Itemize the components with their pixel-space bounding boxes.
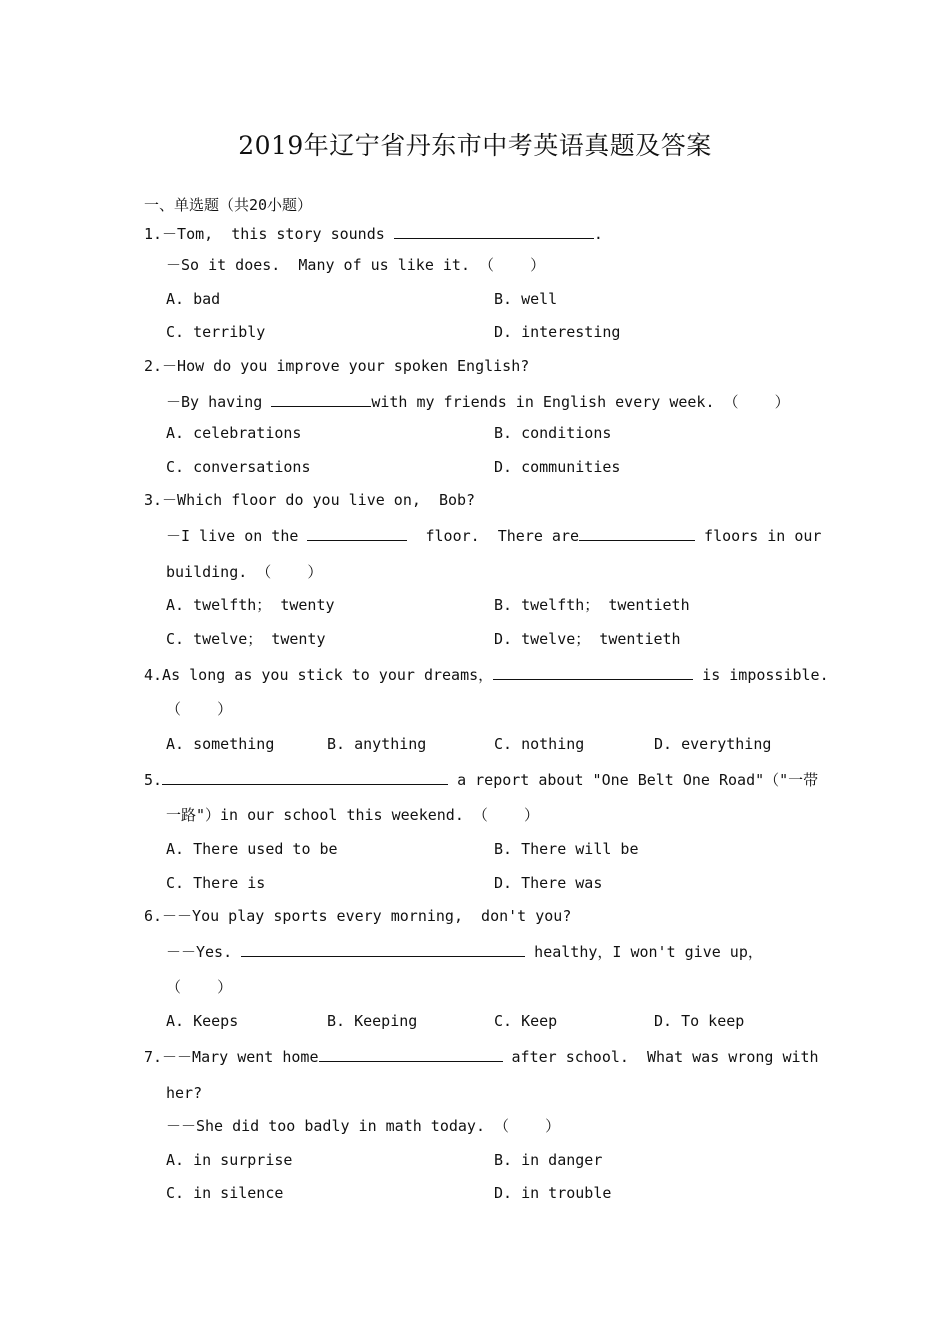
question-1-stem xyxy=(144,222,603,244)
question-7-stem xyxy=(144,1045,819,1067)
q2-reply-text-b: with my friends in English every week. （ ） xyxy=(371,393,790,411)
question-3-continued: building. （ ） xyxy=(166,563,323,581)
q5-option-c: C. There is xyxy=(166,874,266,892)
q6-option-b: B. Keeping xyxy=(327,1012,418,1030)
answer-blank xyxy=(579,524,695,541)
q7-option-d: D. in trouble xyxy=(494,1184,612,1202)
q7-stem-text-a: 7.－－Mary went home xyxy=(144,1048,319,1066)
question-7-reply: －－She did too badly in math today. （ ） xyxy=(166,1117,561,1135)
q2-reply-text-a: －By having xyxy=(166,393,272,411)
q4-option-d: D. everything xyxy=(654,735,772,753)
q1-option-a: A. bad xyxy=(166,290,221,308)
q2-option-b: B. conditions xyxy=(494,424,612,442)
q4-option-b: B. anything xyxy=(327,735,427,753)
question-2-reply xyxy=(166,390,790,412)
q5-option-a: A. There used to be xyxy=(166,840,338,858)
answer-blank xyxy=(319,1045,503,1062)
q3-option-a: A. twelfth； twenty xyxy=(166,596,335,614)
q4-option-a: A. something xyxy=(166,735,275,753)
q3-option-b: B. twelfth； twentieth xyxy=(494,596,690,614)
answer-blank xyxy=(493,663,693,680)
question-6-stem: 6.－－You play sports every morning, don't you? xyxy=(144,907,572,925)
q1-option-b: B. well xyxy=(494,290,558,308)
q3-option-c: C. twelve； twenty xyxy=(166,630,326,648)
q4-stem-text-b: is impossible. xyxy=(693,666,829,684)
q5-option-b: B. There will be xyxy=(494,840,639,858)
q6-option-d: D. To keep xyxy=(654,1012,745,1030)
q2-option-d: D. communities xyxy=(494,458,621,476)
document-title: 2019年辽宁省丹东市中考英语真题及答案 xyxy=(238,131,712,160)
answer-blank xyxy=(307,524,407,541)
question-1-reply: －So it does. Many of us like it. （ ） xyxy=(166,256,546,274)
q1-option-d: D. interesting xyxy=(494,323,621,341)
question-3-stem: 3.－Which floor do you live on, Bob? xyxy=(144,491,476,509)
question-4-stem xyxy=(144,663,829,685)
q1-stem-text-a: 1.－Tom, this story sounds xyxy=(144,225,394,243)
answer-blank xyxy=(271,390,371,407)
q6-reply-text-a: －－Yes. xyxy=(166,943,242,961)
q5-option-d: D. There was xyxy=(494,874,603,892)
q1-stem-text-b: . xyxy=(593,225,603,243)
question-5-continued: 一路"）in our school this weekend. （ ） xyxy=(166,806,540,824)
q3-option-d: D. twelve； twentieth xyxy=(494,630,681,648)
answer-blank xyxy=(394,222,594,239)
q2-option-c: C. conversations xyxy=(166,458,311,476)
q2-option-a: A. celebrations xyxy=(166,424,302,442)
q6-option-a: A. Keeps xyxy=(166,1012,239,1030)
question-6-reply xyxy=(166,940,763,962)
question-5-stem xyxy=(144,768,818,790)
q7-option-a: A. in surprise xyxy=(166,1151,293,1169)
question-6-paren: （ ） xyxy=(166,978,233,996)
q5-stem-text-a: 5. xyxy=(144,771,163,789)
answer-blank xyxy=(162,768,448,785)
q3-reply-text-b: floor. There are xyxy=(407,527,580,545)
answer-blank xyxy=(241,940,525,957)
question-3-reply xyxy=(166,524,821,546)
q7-option-c: C. in silence xyxy=(166,1184,284,1202)
q4-option-c: C. nothing xyxy=(494,735,585,753)
q6-option-c: C. Keep xyxy=(494,1012,558,1030)
section-heading: 一、单选题（共20小题） xyxy=(144,196,313,214)
q7-option-b: B. in danger xyxy=(494,1151,603,1169)
q3-reply-text-a: －I live on the xyxy=(166,527,308,545)
q5-stem-text-b: a report about "One Belt One Road"（"一带 xyxy=(448,771,819,789)
q1-option-c: C. terribly xyxy=(166,323,266,341)
q4-stem-text-a: 4.As long as you stick to your dreams， xyxy=(144,666,494,684)
question-4-paren: （ ） xyxy=(166,700,233,718)
q6-reply-text-b: healthy，I won't give up， xyxy=(525,943,763,961)
q3-reply-text-c: floors in our xyxy=(695,527,822,545)
question-7-continued: her? xyxy=(166,1084,203,1102)
q7-stem-text-b: after school. What was wrong with xyxy=(502,1048,819,1066)
question-2-stem: 2.－How do you improve your spoken English? xyxy=(144,357,530,375)
